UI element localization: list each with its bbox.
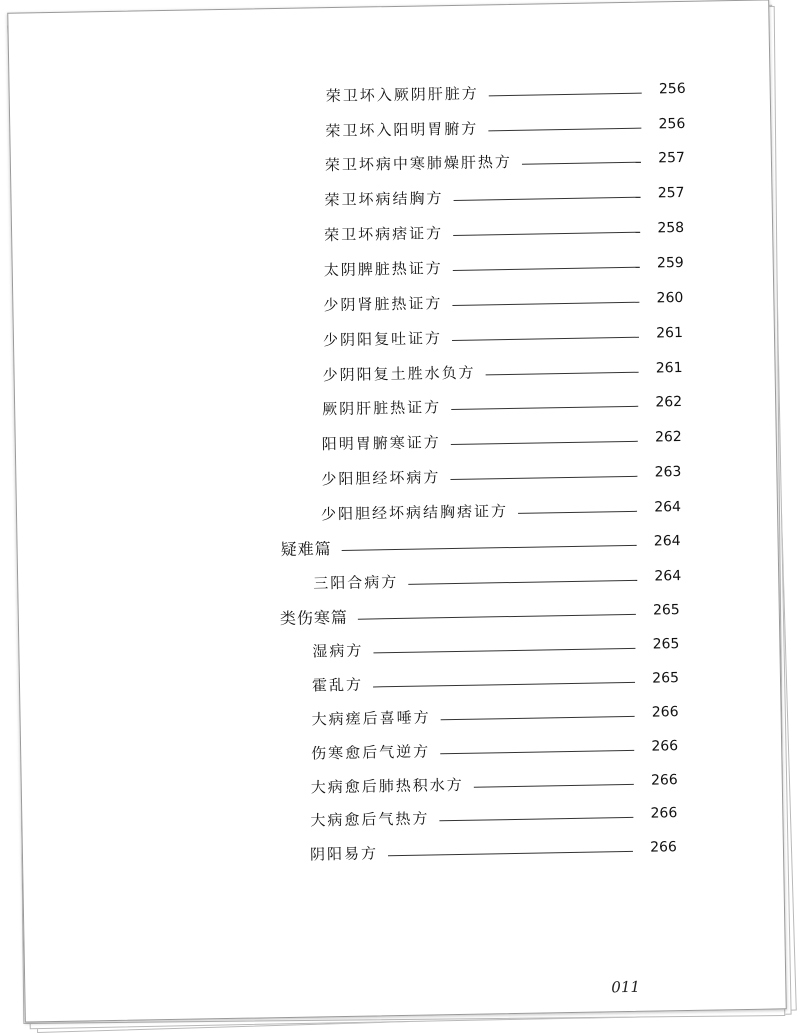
- toc-entry[interactable]: [321, 494, 681, 526]
- toc-entry-title: 三阳合病方: [313, 572, 399, 592]
- toc-entry-page: 260: [656, 289, 684, 307]
- dot-leader: [453, 266, 640, 270]
- toc-entry-title: 大病愈后气热方: [310, 808, 430, 830]
- toc-entry-title: 阴阳易方: [309, 843, 379, 864]
- toc-entry-page: 265: [652, 602, 680, 619]
- toc-entry-title: 少阳胆经坏病结胸痞证方: [320, 501, 509, 523]
- dot-leader: [451, 405, 638, 409]
- dot-leader: [489, 92, 642, 96]
- dot-leader: [486, 371, 639, 375]
- toc-entry-title: 荣卫坏入阳明胃腑方: [325, 119, 479, 140]
- dot-leader: [358, 613, 636, 619]
- dot-leader: [518, 510, 637, 513]
- toc-entry[interactable]: [326, 76, 686, 108]
- toc-section-title: 类伤寒篇: [279, 607, 349, 628]
- dot-leader: [439, 816, 633, 820]
- dot-leader: [474, 783, 634, 787]
- toc-entry[interactable]: [311, 767, 678, 799]
- toc-entry-page: 257: [658, 149, 686, 167]
- toc-entry-title: 荣卫坏病结胸方: [324, 188, 444, 209]
- toc-entry-page: 266: [650, 805, 678, 822]
- toc-entry-page: 262: [655, 394, 683, 411]
- toc-entry-title: 荣卫坏入厥阴肝脏方: [325, 84, 479, 105]
- toc-entry[interactable]: [311, 733, 678, 765]
- toc-entry-title: 霍乱方: [311, 675, 364, 695]
- dot-leader: [452, 301, 639, 305]
- toc-entry[interactable]: [310, 834, 677, 866]
- dot-leader: [373, 681, 635, 687]
- toc-entry-page: 266: [651, 738, 679, 755]
- dot-leader: [451, 440, 638, 444]
- toc-entry-title: 少阳胆经坏病方: [321, 467, 441, 488]
- toc-section-title: 疑难篇: [280, 538, 332, 559]
- toc-entry-title: 大病愈后肺热积水方: [310, 775, 464, 797]
- toc-entry[interactable]: [323, 320, 683, 352]
- toc-entry-title: 伤寒愈后气逆方: [311, 741, 431, 763]
- dot-leader: [488, 127, 641, 131]
- toc-entry-title: 阳明胃腑寒证方: [321, 432, 441, 453]
- toc-entry[interactable]: [324, 250, 684, 282]
- dot-leader: [408, 579, 637, 584]
- toc-entry[interactable]: [310, 800, 677, 832]
- toc-entry-title: 少阴阳复吐证方: [322, 328, 443, 349]
- toc-entry-title: 少阴阳复土胜水负方: [322, 363, 476, 384]
- toc-entry-page: 258: [657, 219, 685, 237]
- dot-leader: [522, 161, 641, 164]
- toc-entry-page: 266: [651, 704, 679, 721]
- toc-entry-page: 264: [654, 568, 682, 585]
- toc-section[interactable]: [280, 528, 680, 561]
- dot-leader: [452, 336, 639, 340]
- toc-entry-title: 大病瘥后喜唾方: [311, 707, 431, 729]
- toc-entry-page: 265: [652, 670, 680, 687]
- toc-entry-page: 256: [658, 80, 686, 98]
- dot-leader: [453, 231, 640, 235]
- toc-entry[interactable]: [311, 699, 678, 731]
- dot-leader: [342, 544, 637, 550]
- dot-leader: [388, 850, 633, 855]
- toc-entry-page: 261: [655, 359, 683, 377]
- toc-page: [7, 0, 787, 1023]
- toc-entry[interactable]: [324, 180, 684, 212]
- toc-entry-page: 261: [656, 324, 684, 342]
- toc-entry-page: 265: [652, 636, 680, 653]
- dot-leader: [441, 715, 635, 719]
- page-number: 011: [611, 977, 641, 997]
- toc-entry[interactable]: [325, 145, 685, 177]
- toc-entry-page: 266: [650, 772, 678, 789]
- toc-entry-title: 少阴肾脏热证方: [323, 293, 443, 314]
- toc-entry[interactable]: [324, 215, 684, 247]
- toc-entry-page: 262: [654, 429, 682, 446]
- toc-entry-title: 太阴脾脏热证方: [323, 258, 443, 279]
- toc-entry[interactable]: [312, 665, 679, 697]
- toc-entry-page: 263: [654, 464, 682, 481]
- dot-leader: [440, 749, 634, 753]
- toc-entry-title: 厥阴肝脏热证方: [322, 397, 442, 418]
- dot-leader: [373, 647, 635, 653]
- toc-entry[interactable]: [322, 389, 682, 421]
- toc-entry[interactable]: [313, 563, 681, 595]
- toc-entry[interactable]: [323, 285, 683, 317]
- table-of-contents: [8, 0, 785, 1021]
- toc-entry-page: 257: [657, 184, 685, 202]
- toc-entry-page: 259: [656, 254, 684, 272]
- toc-entry-title: 荣卫坏病中寒肺燥肝热方: [324, 152, 513, 174]
- toc-entry-page: 266: [650, 839, 678, 856]
- toc-entry-title: 荣卫坏病痞证方: [324, 223, 444, 244]
- toc-entry[interactable]: [325, 111, 685, 143]
- toc-entry-title: 湿病方: [312, 641, 364, 660]
- toc-entry[interactable]: [322, 355, 682, 387]
- toc-entry-page: 264: [654, 499, 682, 516]
- toc-section[interactable]: [280, 597, 680, 630]
- dot-leader: [450, 475, 637, 479]
- toc-entry[interactable]: [321, 459, 681, 491]
- toc-entry-page: 264: [653, 533, 681, 550]
- toc-entry[interactable]: [312, 631, 679, 663]
- dot-leader: [454, 196, 641, 200]
- toc-entry[interactable]: [322, 424, 682, 456]
- toc-entry-page: 256: [658, 115, 686, 133]
